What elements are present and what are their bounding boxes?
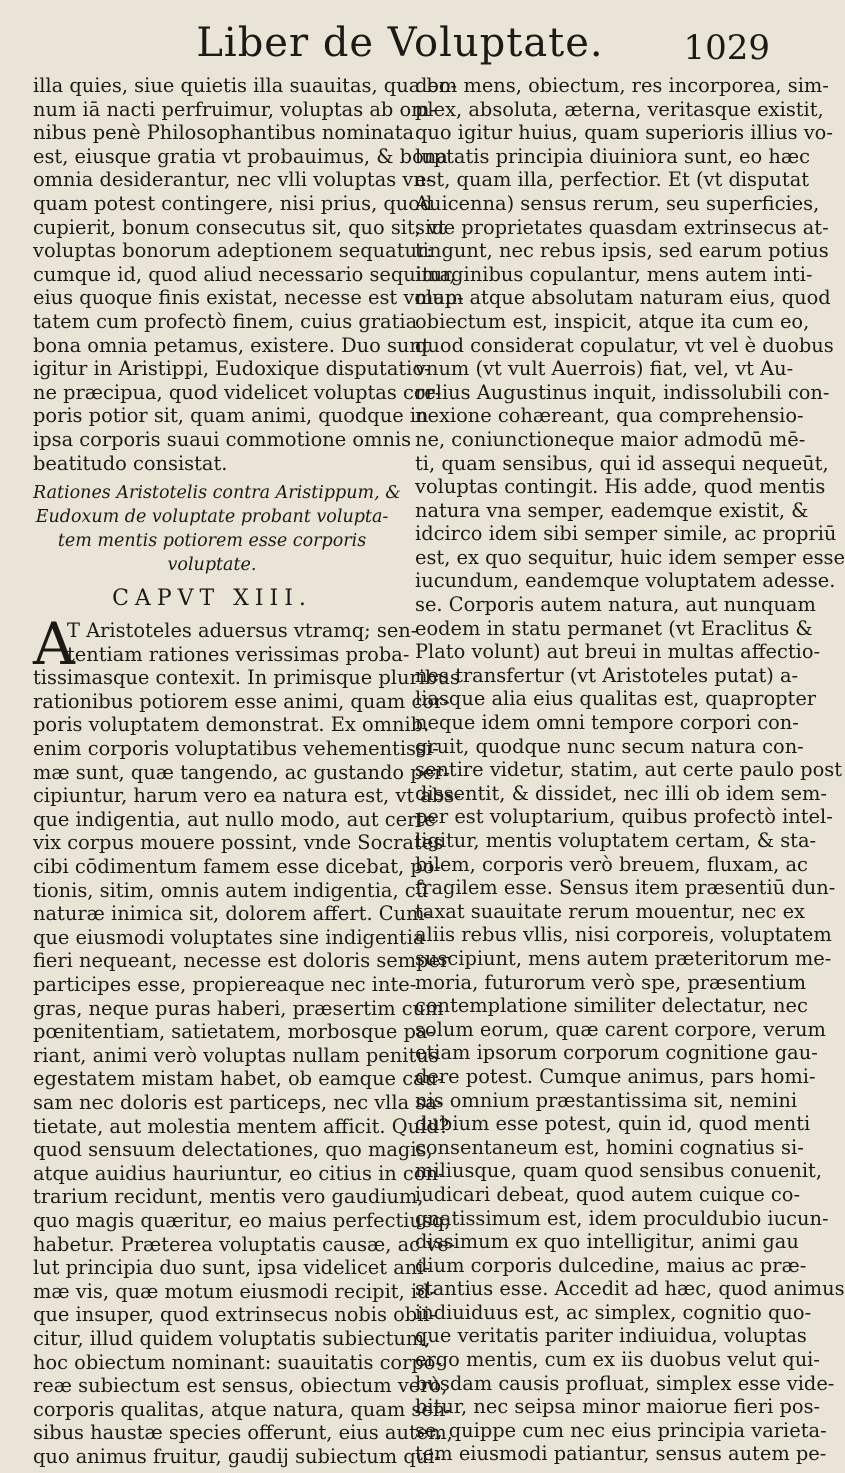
text-line: quam potest contingere, nisi prius, quod — [33, 191, 433, 215]
text-line: plex, absoluta, æterna, veritasque existit, — [415, 97, 824, 121]
text-line: dubium esse potest, quin id, quod menti — [415, 1112, 811, 1136]
note-line: voluptate. — [167, 555, 257, 576]
text-line: tem eiusmodi patiantur, sensus autem pe- — [415, 1442, 827, 1466]
text-line: hoc obiectum nominant: suauitatis corpo- — [33, 1350, 443, 1374]
text-line: riant, animi verò voluptas nullam penitus — [33, 1043, 439, 1067]
text-line: nes transfertur (vt Aristoteles putat) a- — [415, 663, 799, 687]
text-line: aliis rebus vllis, nisi corporeis, voluptatem — [415, 923, 832, 947]
text-line: dium corporis dulcedine, maius ac præ- — [415, 1253, 807, 1277]
text-line: ipsa corporis suaui commotione omnis — [33, 427, 412, 451]
marginal-note — [33, 481, 401, 577]
text-line: egestatem mistam habet, ob eamque cau- — [33, 1067, 444, 1091]
text-line: indiuiduus est, ac simplex, cognitio quo- — [415, 1300, 812, 1324]
text-line: poris voluptatem demonstrat. Ex omnib. — [33, 713, 430, 737]
text-line: vix corpus mouere possint, vnde Socrates — [33, 831, 444, 855]
text-line: num iā nacti perfruimur, voluptas ab om- — [33, 97, 437, 121]
text-line: tingunt, nec rebus ipsis, sed earum potius — [415, 239, 829, 263]
text-line: voluptas contingit. His adde, quod mentis — [415, 475, 826, 499]
text-line: luptatis principia diuiniora sunt, eo hæc — [415, 144, 810, 168]
text-line: pœnitentiam, satietatem, morbosque pa- — [33, 1020, 435, 1044]
text-line: Auicenna) sensus rerum, seu superficies, — [415, 191, 820, 215]
text-line: est, quam illa, perfectior. Et (vt disputat — [415, 168, 810, 192]
text-line: stantius esse. Accedit ad hæc, quod animus — [415, 1277, 845, 1301]
text-line: participes esse, propiereaque nec inte- — [33, 973, 417, 996]
text-line: quod considerat copulatur, vt vel è duobus — [415, 333, 834, 357]
text-line: tissimasque contexit. In primisque pluribus — [33, 666, 460, 690]
text-line: igitur in Aristippi, Eudoxique disputatio- — [33, 357, 431, 381]
text-line: dissimum ex quo intelligitur, animi gau — [415, 1230, 799, 1254]
text-line: neque idem omni tempore corpori con- — [415, 711, 799, 735]
text-line: per est voluptarium, quibus profectò intel- — [415, 805, 833, 829]
text-line: quo magis quæritur, eo maius perfectiusq; — [33, 1208, 451, 1232]
text-line: que veritatis pariter indiuidua, voluptas — [415, 1324, 807, 1348]
text-line: eodem in statu permanet (vt Eraclitus & — [415, 616, 813, 640]
text-line: atque auidius hauriuntur, eo citius in con- — [33, 1161, 445, 1185]
text-line: sam nec doloris est particeps, nec vlla sa- — [33, 1090, 444, 1114]
paragraph-2-opening — [33, 619, 418, 666]
text-line: corporis qualitas, atque natura, quam sen- — [33, 1397, 452, 1421]
text-line: bona omnia petamus, existere. Duo sunt — [33, 333, 430, 357]
text-line: mæ vis, quæ motum eiusmodi recipit, id- — [33, 1279, 437, 1303]
text-line: est, ex quo sequitur, huic idem semper esse — [415, 545, 845, 569]
text-line: quo igitur huius, quam superioris illius vo- — [415, 121, 833, 145]
text-line: siue proprietates quasdam extrinsecus at- — [415, 215, 829, 239]
text-line: ne præcipua, quod videlicet voluptas cor- — [33, 380, 442, 404]
text-line: nibus penè Philosophantibus nominata — [33, 121, 415, 145]
text-line: se. Corporis autem natura, aut nunquam — [415, 593, 816, 617]
text-line: etiam ipsorum corporum cognitione gau- — [415, 1041, 818, 1065]
text-line: illa quies, siue quietis illa suauitas, qua bo- — [33, 74, 458, 97]
text-line: dem mens, obiectum, res incorporea, sim- — [415, 74, 829, 97]
text-line: beatitudo consistat. — [33, 451, 228, 475]
text-line: idcirco idem sibi semper simile, ac propriū — [415, 522, 837, 546]
text-line: cibi cōdimentum famem esse dicebat, po- — [33, 855, 442, 879]
text-line: est, eiusque gratia vt probauimus, & bona — [33, 144, 448, 168]
text-line: miliusque, quam quod sensibus conuenit, — [415, 1159, 823, 1183]
text-line: relius Augustinus inquit, indissolubili con- — [415, 380, 830, 404]
drop-cap: A — [33, 610, 75, 679]
text-line: que eiusmodi voluptates sine indigentia — [33, 925, 425, 949]
text-line: ligitur, mentis voluptatem certam, & sta- — [415, 829, 817, 852]
text-line: Plato volunt) aut breui in multas affectio- — [415, 640, 821, 664]
text-line: quod sensuum delectationes, quo magis, — [33, 1138, 433, 1162]
text-line: se, quippe cum nec eius principia varieta- — [415, 1418, 827, 1442]
text-line: nexione cohæreant, qua comprehensio- — [415, 404, 804, 428]
text-line: ti, quam sensibus, qui id assequi nequeūt, — [415, 451, 829, 475]
text-line: fragilem esse. Sensus item præsentiū dun- — [415, 876, 836, 900]
text-line: obiectum est, inspicit, atque ita cum eo, — [415, 309, 810, 333]
text-line: quo animus fruitur, gaudij subiectum qui- — [33, 1444, 441, 1468]
running-head — [0, 14, 800, 72]
note-line: tem mentis potiorem esse corporis — [57, 531, 367, 552]
text-line: cupierit, bonum consecutus sit, quo sit, vt — [33, 215, 446, 239]
text-line: tietate, aut molestia mentem afficit. Quid? — [33, 1114, 450, 1138]
right-column-text — [415, 74, 845, 1466]
text-line: vnum (vt vult Auerrois) fiat, vel, vt Au- — [415, 357, 794, 381]
text-line: enim corporis voluptatibus vehementissi- — [33, 737, 439, 761]
text-line: cumque id, quod aliud necessario sequitur, — [33, 262, 456, 286]
text-line: contemplatione similiter delectatur, nec — [415, 994, 808, 1018]
text-line: busdam causis profluat, simplex esse vide- — [415, 1371, 835, 1395]
text-line: dissentit, & dissidet, nec illi ob idem sem- — [415, 781, 827, 805]
text-line: bitur, nec seipsa minor maiorue fieri pos- — [415, 1395, 821, 1419]
text-line: imaginibus copulantur, mens autem inti- — [415, 262, 813, 286]
text-line: suscipiunt, mens autem præteritorum me- — [415, 946, 832, 970]
text-line: consentaneum est, homini cognatius si- — [415, 1135, 804, 1159]
text-line: sibus haustæ species offerunt, eius autem, — [33, 1421, 453, 1445]
text-line: poris potior sit, quam animi, quodque in — [33, 404, 429, 428]
text-line: sentire videtur, statim, aut certe paulo post — [415, 758, 842, 782]
page-number: 1029 — [683, 28, 770, 68]
paragraph-2 — [33, 666, 461, 1468]
text-line: T Aristoteles aduersus vtramq; sen- — [67, 619, 418, 643]
text-line: iudicari debeat, quod autem cuique co- — [415, 1182, 801, 1206]
text-line: gras, neque puras haberi, præsertim cum — [33, 996, 444, 1020]
text-line: liasque alia eius qualitas est, quapropter — [415, 687, 817, 711]
note-line: Rationes Aristotelis contra Aristippum, & — [33, 483, 401, 504]
text-line: omnia desiderantur, nec vlli voluptas vn- — [33, 168, 433, 192]
text-line: naturæ inimica sit, dolorem affert. Cum- — [33, 902, 432, 926]
text-line: iucundum, eandemque voluptatem adesse. — [415, 569, 836, 593]
text-line: moria, futurorum verò spe, præsentium — [415, 970, 807, 994]
text-line: gnatissimum est, idem proculdubio iucun- — [415, 1206, 829, 1230]
text-line: reæ subiectum est sensus, obiectum verò, — [33, 1374, 448, 1398]
text-line: solum eorum, quæ carent corpore, verum — [415, 1017, 826, 1041]
text-line: nis omnium præstantissima sit, nemini — [415, 1088, 798, 1112]
text-line: voluptas bonorum adeptionem sequatur: — [33, 239, 433, 263]
text-line: citur, illud quidem voluptatis subiectum, — [33, 1326, 431, 1350]
text-line: cipiuntur, harum vero ea natura est, vt abs- — [33, 784, 461, 808]
text-line: rationibus potiorem esse animi, quam cor- — [33, 689, 450, 713]
text-line: eius quoque finis existat, necesse est volup- — [33, 286, 464, 310]
text-line: taxat suauitate rerum mouentur, nec ex — [415, 899, 805, 923]
note-line: Eudoxum de voluptate probant volupta- — [35, 507, 389, 528]
text-line: mæ sunt, quæ tangendo, ac gustando per- — [33, 760, 450, 784]
text-line: que indigentia, aut nullo modo, aut certe — [33, 807, 436, 831]
page-title: Liber de Voluptate. — [196, 20, 604, 66]
text-line: trarium recidunt, mentis vero gaudium, — [33, 1185, 424, 1209]
text-line: ne, coniunctioneque maior admodū mē- — [415, 427, 806, 451]
text-line: fieri nequeant, necesse est doloris semper — [33, 949, 450, 973]
text-line: ergo mentis, cum ex iis duobus velut qui- — [415, 1348, 820, 1372]
text-line: gruit, quodque nunc secum natura con- — [415, 734, 804, 758]
text-line: bilem, corporis verò breuem, fluxam, ac — [415, 852, 808, 876]
text-line: tentiam rationes verissimas proba- — [67, 642, 410, 666]
right-column — [415, 74, 845, 1466]
paragraph-1 — [33, 74, 464, 475]
initial-block — [33, 610, 418, 679]
text-line: lut principia duo sunt, ipsa videlicet ani- — [33, 1256, 431, 1280]
text-line: tatem cum profectò finem, cuius gratia — [33, 309, 418, 333]
text-line: mam atque absolutam naturam eius, quod — [415, 286, 831, 310]
text-line: dere potest. Cumque animus, pars homi- — [415, 1064, 816, 1088]
text-line: tionis, sitim, omnis autem indigentia, cū — [33, 878, 429, 902]
text-line: natura vna semper, eademque existit, & — [415, 498, 809, 522]
text-line: que insuper, quod extrinsecus nobis obii- — [33, 1303, 437, 1327]
chapter-heading: CAPVT XIII. — [112, 586, 312, 612]
left-column — [33, 74, 464, 1468]
text-line: habetur. Præterea voluptatis causæ, ac ve- — [33, 1232, 456, 1256]
